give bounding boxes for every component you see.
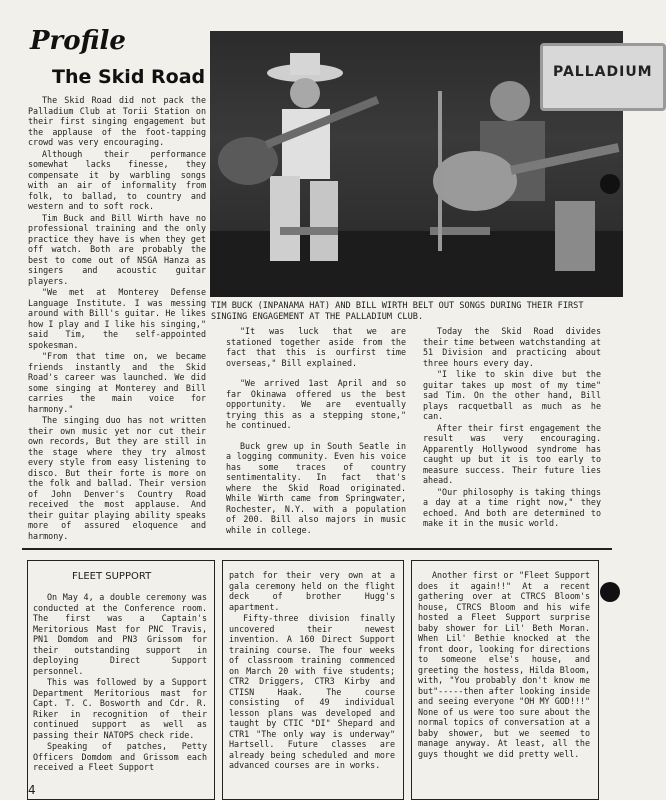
paragraph: Today the Skid Road divides their time between watchstanding at 51 Division and practicing about three hours every day. bbox=[423, 326, 601, 368]
fleet-support-column-2 bbox=[229, 570, 395, 771]
paragraph: Although their performance somewhat lacks finesse, they compensate it by warbling songs with an air of informality from folk, to ballad, to country and western and to soft rock. bbox=[28, 148, 206, 211]
binder-hole bbox=[600, 582, 620, 602]
paragraph: "We met at Monterey Defense Language Institute. I was messing around with Bill's guitar. He likes how I play and I like his singing," said Tim, the self-appointed spokesman. bbox=[28, 287, 206, 350]
article-column-1 bbox=[28, 95, 206, 541]
section-divider bbox=[22, 548, 612, 550]
paragraph: patch for their very own at a gala ceremony held on the flight deck of brother Hugg's apartment. bbox=[229, 570, 395, 612]
paragraph: "We arrived 1ast April and so far Okinawa offered us the best opportunity. We are eventually trying this as a stepping stone," he continued. bbox=[226, 378, 406, 430]
article-title: The Skid Road bbox=[52, 66, 206, 88]
fleet-support-title: FLEET SUPPORT bbox=[72, 571, 152, 582]
article-column-3 bbox=[423, 326, 601, 529]
paragraph: Another first or "Fleet Support does it again!!" At a recent gathering over at CTRCS Bloom's house, CTRCS Bloom and his wife hosted a Fleet Support surprise baby shower for Lil' Beth Moran. When Lil' Bethie knocked at the front door, looking for directions to someone else's house, and greeting the hostess, Hilda Bloom, with, "You probably don't know me but"-----then after looking inside and seeing everyone "OH MY GOD!!!" None of us were too sure about the normal topics of conversation at a baby shower, but we seemed to manage anyway. At least, all the guys thought we did pretty well. bbox=[418, 570, 590, 759]
paragraph: Buck grew up in South Seatle in a logging community. Even his voice has some traces of country sentimentality. In fact that's where the Skid Road originated. While Wirth came from Springwater, Rochester, N.Y. with a population of 200. Bill also majors in music while in college. bbox=[226, 440, 406, 535]
paragraph: This was followed by a Support Department Meritorious mast for Capt. T. C. Bosworth and Cdr. R. Riker in recognition of their continued support as well as passing their NATOPS check ride. bbox=[33, 677, 207, 740]
paragraph: "From that time on, we became friends instantly and the Skid Road's career was launched. We did some singing at Monterey and Bill carries the main voice for harmony." bbox=[28, 351, 206, 414]
paragraph: "Our philosophy is taking things a day at a time right now," they echoed. And both are determined to make it in the music world. bbox=[423, 486, 601, 528]
fleet-support-column-1 bbox=[33, 592, 207, 773]
photo-caption: TIM BUCK (INPANAMA HAT) AND BILL WIRTH BELT OUT SONGS DURING THEIR FIRST SINGING ENGAGEMENT AT THE PALLADIUM CLUB. bbox=[211, 301, 584, 322]
paragraph: After their first engagement the result was very encouraging. Apparently Hollywood syndrome has caught up but it is too early to measure success. Their future lies ahead. bbox=[423, 422, 601, 485]
paragraph: On May 4, a double ceremony was conducted at the Conference room. The first was a Captain's Meritorious Mast for PNC Travis, PN1 Domdom and PN3 Grissom for their outstanding support in deploying Direct Support personnel. bbox=[33, 592, 207, 676]
binder-hole bbox=[600, 174, 620, 194]
paragraph: Fifty-three division finally uncovered their newest invention. A 160 Direct Support training course. The four weeks of classroom training commenced on March 20 with five students; CTR2 Driggers, CTR3 Kirby and CTISN Haak. The course consisting of 49 individual lesson plans was developed and taught by CTIC "DI" Shepard and CTR1 "The only way is underway" Hartsell. Future classes are already being scheduled and more advanced courses are in works. bbox=[229, 613, 395, 770]
page-number: 4 bbox=[28, 783, 36, 797]
paragraph: The Skid Road did not pack the Palladium Club at Torii Station on their first singing engagement but the applause of the foot-tapping crowd was very encouraging. bbox=[28, 95, 206, 147]
section-heading: Profile bbox=[30, 26, 126, 56]
article-column-2 bbox=[226, 326, 406, 545]
performer-photo bbox=[210, 31, 653, 297]
paragraph: Tim Buck and Bill Wirth have no professional training and the only practice they have is when they get off watch. Both are probably the best to come out of NSGA Hanza as singers and acoustic guitar players. bbox=[28, 212, 206, 286]
photo-figures bbox=[210, 31, 623, 297]
paragraph: Speaking of patches, Petty Officers Domdom and Grissom each received a Fleet Support bbox=[33, 741, 207, 772]
paragraph: The singing duo has not written their own music yet nor cut their own records, But they are still in the stage where they try almost every style from easy listening to disco. But their forte is more on the folk and ballad. Their version of John Denver's Country Road received the most applause. And their guitar playing ability speaks more of assured eloquence and harmony. bbox=[28, 415, 206, 541]
paragraph: "I like to skin dive but the guitar takes up most of my time" sad Tim. On the other hand, Bill plays racquetball as much as he can. bbox=[423, 369, 601, 421]
fleet-support-column-3 bbox=[418, 570, 590, 759]
sign-text: PALLADIUM bbox=[553, 64, 653, 80]
paragraph: "It was luck that we are stationed together aside from the fact that this is ourfirst time overseas," Bill explained. bbox=[226, 326, 406, 368]
